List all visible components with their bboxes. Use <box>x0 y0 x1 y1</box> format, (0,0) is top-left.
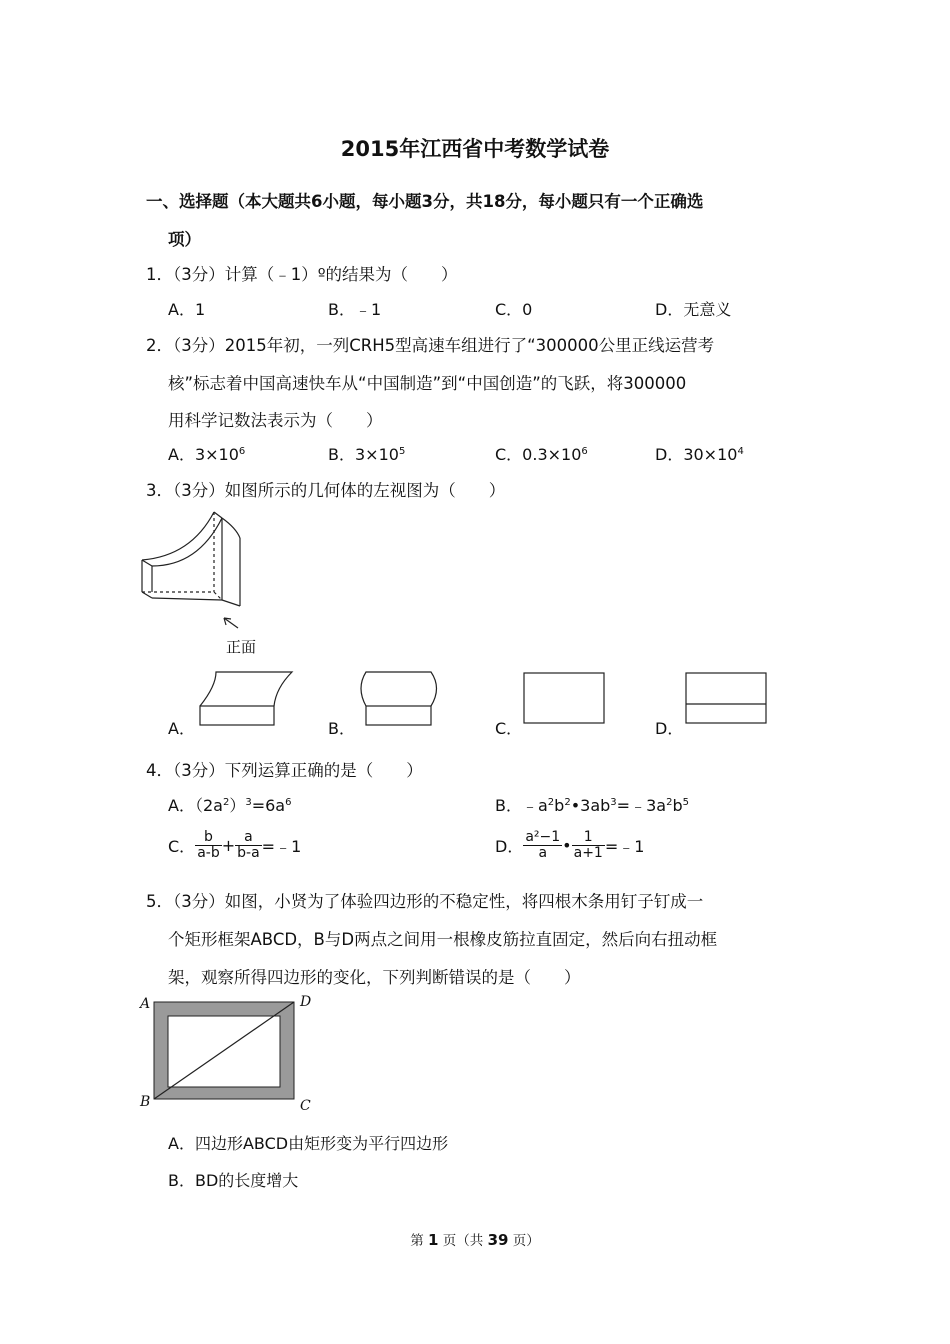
q3-option-c: C． <box>495 719 523 738</box>
fraction: $\frac{1}{a+1}$ <box>573 829 603 861</box>
q3-front-label: 正面 <box>226 638 257 656</box>
q3-option-b: B． <box>328 719 355 738</box>
q1-option-c: C．0 <box>495 300 533 319</box>
q3-solid-figure <box>136 508 266 656</box>
current-page: 1 <box>428 1231 439 1249</box>
vertex-b-label: B <box>140 1094 151 1110</box>
total-pages: 39 <box>487 1231 509 1249</box>
question-3-stem: 3．（3分）如图所示的几何体的左视图为（ ） <box>146 481 506 500</box>
q5-rectangle-frame-figure <box>138 992 318 1114</box>
q4-option-b: B．$﹣a^2b^2•3ab^3=﹣3a^2b^5$ <box>495 796 689 815</box>
vertex-c-label: C <box>300 1098 311 1114</box>
question-2-line1: 2．（3分）2015年初，一列CRH5型高速车组进行了“300000公里正线运营考 <box>146 336 715 355</box>
q3-option-b-figure <box>356 668 446 730</box>
question-2-line3: 用科学记数法表示为（ ） <box>168 411 383 430</box>
q3-option-d-figure <box>685 672 769 726</box>
question-1-stem: 1．（3分）计算（﹣1）º的结果为（ ） <box>146 265 458 284</box>
vertex-a-label: A <box>140 996 151 1012</box>
question-5-line3: 架，观察所得四边形的变化，下列判断错误的是（ ） <box>168 968 581 987</box>
question-4-stem: 4．（3分）下列运算正确的是（ ） <box>146 761 423 780</box>
q3-option-d: D． <box>655 719 684 738</box>
q2-option-b: B．$3\times 10^5$ <box>328 445 406 464</box>
page-footer: 第 1 页（共 39 页） <box>410 1231 540 1249</box>
question-2-line2: 核”标志着中国高速快车从“中国制造”到“中国创造”的飞跃，将300000 <box>168 374 687 393</box>
q3-option-a: A． <box>168 719 195 738</box>
fraction: $\frac{a}{b-a}$ <box>237 829 260 861</box>
section-heading-cont: 项） <box>168 230 201 249</box>
q2-option-a: A．$3\times 10^6$ <box>168 445 246 464</box>
vertex-d-label: D <box>300 994 312 1010</box>
page-title: 2015年江西省中考数学试卷 <box>340 137 610 161</box>
q5-option-a: A．四边形ABCD由矩形变为平行四边形 <box>168 1134 449 1153</box>
q4-option-a: A．$(2a^2)^3=6a^6$ <box>168 796 292 815</box>
fraction: $\frac{b}{a-b}$ <box>197 829 220 861</box>
question-5-line1: 5．（3分）如图，小贤为了体验四边形的不稳定性，将四根木条用钉子钉成一 <box>146 892 704 911</box>
section-heading: 一、选择题（本大题共6小题，每小题3分，共18分，每小题只有一个正确选 <box>146 192 704 211</box>
q2-option-d: D．$30\times 10^4$ <box>655 445 744 464</box>
q4-option-d: D． $\frac{\text{a²−1}}{a}$ • $\frac{1}{a+1}$ =﹣1 <box>495 829 645 861</box>
q2-option-c: C．$0.3\times 10^6$ <box>495 445 588 464</box>
q1-option-d: D．无意义 <box>655 300 732 319</box>
q3-option-a-figure <box>196 668 296 730</box>
q3-option-c-figure <box>523 672 607 726</box>
q5-option-b: B．BD的长度增大 <box>168 1171 299 1190</box>
fraction: $\frac{\text{a²−1}}{a}$ <box>525 829 561 861</box>
q4-option-c: C． $\frac{b}{a-b}$ + $\frac{a}{b-a}$ =﹣1 <box>168 829 302 861</box>
q1-option-a: A．1 <box>168 300 206 319</box>
question-5-line2: 个矩形框架ABCD，B与D两点之间用一根橡皮筋拉直固定，然后向右扭动框 <box>168 930 718 949</box>
q1-option-b: B．﹣1 <box>328 300 382 319</box>
